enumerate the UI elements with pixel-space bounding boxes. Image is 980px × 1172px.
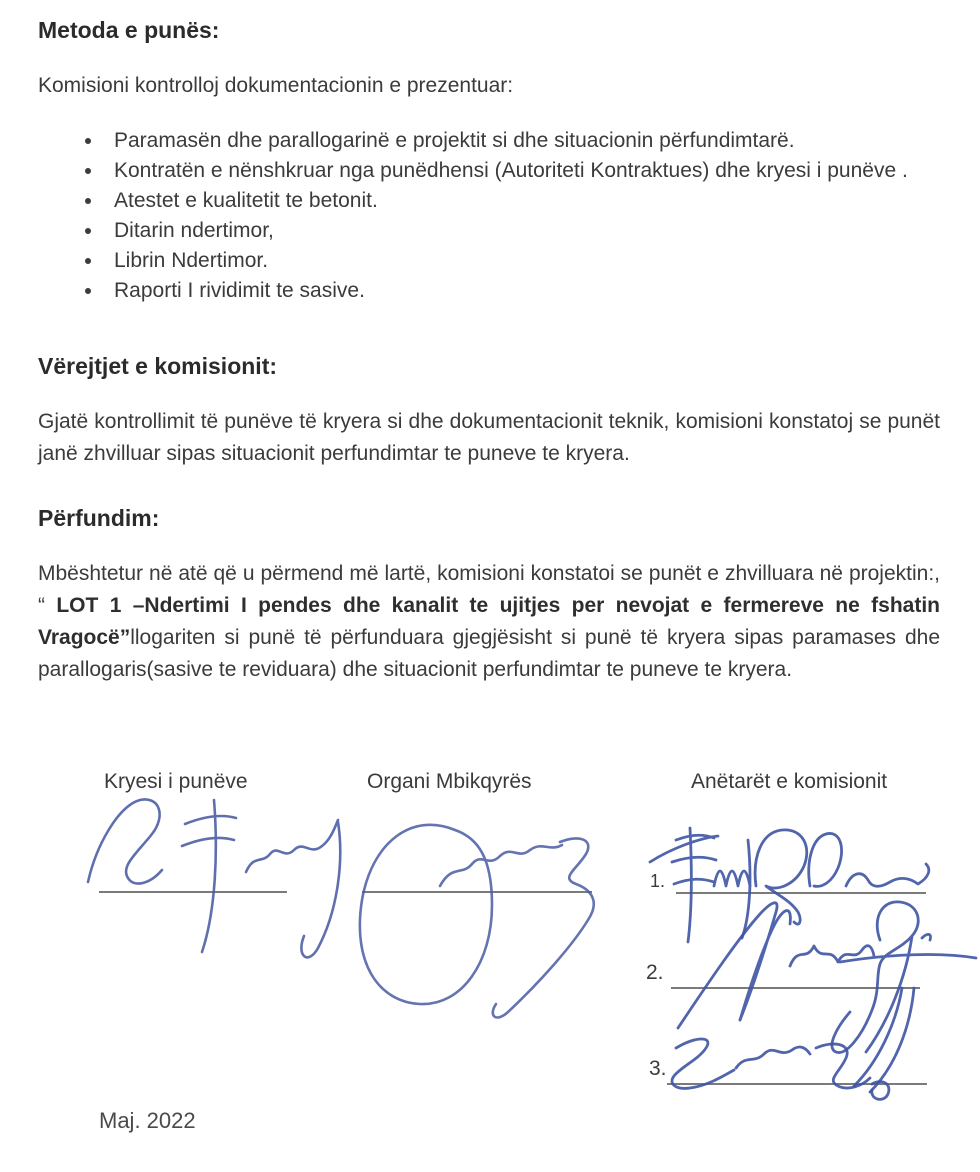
perfundim-text-after: llogariten si punë të përfunduara gjegjësisht si punë të kryera sipas paramases dhe parallogaris(sasive te reviduara) dhe situacionit perfundimtar te puneve te kryera. — [38, 626, 940, 681]
bullet-item: • Paramasën dhe parallogarinë e projektit si dhe situacionin përfundimtarë. — [104, 126, 940, 156]
signature-ink-member-2 — [678, 902, 976, 1092]
bullet-item: • Librin Ndertimor. — [104, 246, 940, 276]
signature-ink-contractor — [88, 799, 340, 957]
perfundim-paragraph — [38, 558, 940, 686]
bullet-item: • Raporti I rividimit te sasive. — [104, 276, 940, 306]
signature-ink-member-3 — [672, 1039, 889, 1099]
signature-ink-member-1 — [650, 828, 929, 942]
signature-label-supervisor: Organi Mbikqyrës — [367, 770, 532, 793]
verejtjet-paragraph: Gjatë kontrollimit të punëve të kryera si dhe dokumentacionit teknik, komisioni konstatoj se punët janë zhvilluar sipas situacionit perfundimtar te puneve te kryera. — [38, 410, 940, 465]
signature-ink-supervisor — [360, 825, 594, 1018]
signature-line-member-1 — [676, 892, 926, 894]
signature-label-contractor: Kryesi i punëve — [104, 770, 248, 793]
document-date: Maj. 2022 — [99, 1108, 196, 1133]
project-title-bold: LOT 1 –Ndertimi I pendes dhe kanalit te ujitjes per nevojat e fermereve ne fshatin Vragocë” — [38, 594, 941, 649]
metoda-intro-paragraph: Komisioni kontrolloj dokumentacionin e prezentuar: — [38, 74, 514, 97]
section-heading-metoda: Metoda e punës: — [38, 17, 220, 43]
signature-label-commission: Anëtarët e komisionit — [691, 770, 888, 793]
signature-line-contractor — [99, 891, 287, 893]
member-number-2: 2. — [646, 961, 664, 984]
signature-line-member-2 — [671, 987, 920, 989]
member-number-3: 3. — [649, 1057, 667, 1080]
member-number-1: 1. — [650, 871, 666, 891]
bullet-item: • Kontratën e nënshkruar nga punëdhensi (Autoriteti Kontraktues) dhe kryesi i punëve . — [104, 156, 940, 186]
bullet-item: • Ditarin ndertimor, — [104, 216, 940, 246]
section-heading-verejtjet: Vërejtjet e komisionit: — [38, 353, 278, 379]
perfundim-text-before: Mbështetur në atë që u përmend më lartë, komisioni konstatoi se punët e zhvilluara në projektin:, “ — [38, 562, 940, 617]
document-bullet-list — [38, 126, 940, 306]
bullet-item: • Atestet e kualitetit te betonit. — [104, 186, 940, 216]
section-heading-perfundim: Përfundim: — [38, 505, 160, 531]
signature-line-supervisor — [362, 891, 592, 893]
signature-line-member-3 — [667, 1083, 927, 1085]
